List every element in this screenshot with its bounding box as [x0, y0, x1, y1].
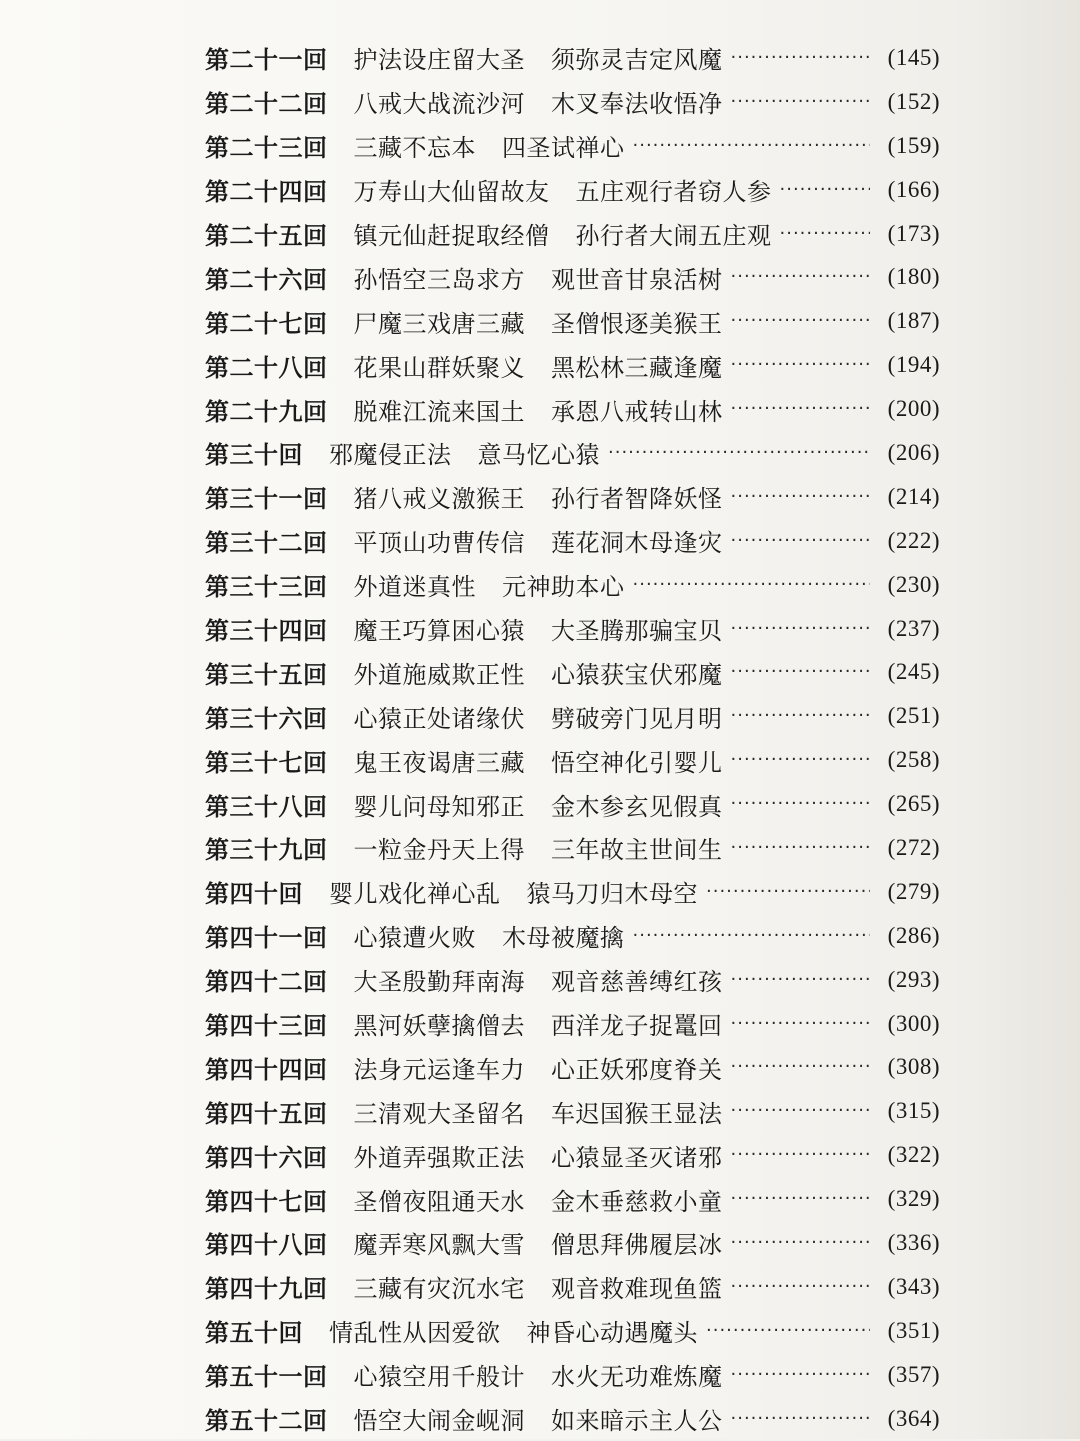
page-number: (258) [887, 747, 940, 773]
chapter-title-first-line: 猪八戒义激猴王 [353, 485, 525, 514]
page-number: (329) [887, 1186, 940, 1212]
dot-leader [780, 224, 871, 244]
toc-entry [205, 1309, 940, 1353]
chapter-number: 第四十七回 [205, 1186, 328, 1216]
toc-entry [205, 782, 940, 826]
dot-leader [608, 443, 870, 463]
dot-leader [731, 1014, 871, 1034]
toc-entry [205, 650, 940, 694]
page-number: (251) [887, 703, 940, 729]
chapter-number: 第三十五回 [205, 659, 328, 689]
toc-entry [205, 36, 940, 80]
chapter-number: 第五十一回 [205, 1362, 328, 1392]
chapter-number: 第四十八回 [205, 1230, 328, 1260]
dot-leader [731, 1189, 871, 1209]
chapter-title-second-line: 如来暗示主人公 [551, 1407, 723, 1436]
chapter-title-first-line: 三藏不忘本 [353, 134, 476, 163]
chapter-title-second-line: 心猿显圣灭诸邪 [551, 1143, 723, 1172]
page-number: (351) [887, 1317, 940, 1343]
dot-leader [731, 1277, 871, 1297]
dot-leader [731, 48, 871, 68]
page-number: (364) [887, 1405, 940, 1431]
chapter-number: 第四十三回 [205, 1011, 328, 1041]
dot-leader [731, 267, 871, 287]
toc-entry [205, 694, 940, 738]
page-number: (222) [887, 527, 940, 553]
chapter-title-first-line: 大圣殷勤拜南海 [353, 968, 525, 997]
toc-entry [205, 124, 940, 168]
chapter-title-first-line: 八戒大战流沙河 [353, 90, 525, 119]
chapter-number: 第三十回 [205, 440, 303, 470]
page-number: (159) [887, 132, 940, 158]
toc-entry [205, 1221, 940, 1265]
chapter-title-second-line: 金木参玄见假真 [551, 792, 723, 821]
chapter-title-first-line: 心猿空用千般计 [353, 1363, 525, 1392]
page-number: (315) [887, 1098, 940, 1124]
dot-leader [731, 1101, 871, 1121]
chapter-number: 第三十三回 [205, 572, 328, 602]
dot-leader [731, 794, 871, 814]
toc-entry [205, 168, 940, 212]
chapter-title-first-line: 心猿遭火败 [353, 924, 476, 953]
chapter-title-second-line: 观世音甘泉活树 [551, 265, 723, 294]
chapter-title-second-line: 意马忆心猿 [477, 441, 600, 470]
chapter-title-second-line: 孙行者大闹五庄观 [575, 222, 772, 250]
dot-leader [731, 706, 871, 726]
page-edge-shadow [970, 0, 1080, 1439]
chapter-title-first-line: 一粒金丹天上得 [353, 836, 525, 865]
chapter-title-second-line: 心猿获宝伏邪魔 [551, 660, 723, 689]
chapter-title-second-line: 元神助本心 [502, 573, 625, 602]
chapter-title-first-line: 魔王巧算困心猿 [353, 617, 525, 646]
page-number: (173) [887, 220, 940, 246]
chapter-title-second-line: 木叉奉法收悟净 [551, 90, 723, 119]
page-number: (279) [887, 878, 940, 904]
page-number: (308) [887, 1054, 940, 1080]
toc-entry [205, 1265, 940, 1309]
page-number: (293) [887, 966, 940, 992]
dot-leader [731, 1145, 871, 1165]
chapter-number: 第二十九回 [205, 396, 328, 426]
toc-entry [205, 1397, 940, 1441]
toc-entry [205, 563, 940, 607]
chapter-title-second-line: 木母被魔擒 [502, 924, 625, 953]
chapter-title-second-line: 心正妖邪度脊关 [551, 1055, 723, 1084]
chapter-number: 第三十六回 [205, 703, 328, 733]
dot-leader [731, 838, 871, 858]
page-number: (265) [887, 791, 940, 817]
chapter-title-second-line: 三年故主世间生 [551, 836, 723, 865]
chapter-number: 第二十二回 [205, 89, 328, 119]
toc-entry [205, 1002, 940, 1046]
chapter-title-second-line: 僧思拜佛履层冰 [551, 1231, 723, 1260]
chapter-number: 第二十七回 [205, 308, 328, 338]
chapter-title-first-line: 孙悟空三岛求方 [353, 265, 525, 294]
chapter-number: 第四十一回 [205, 923, 328, 953]
dot-leader [731, 750, 871, 770]
chapter-title-second-line: 孙行者智降妖怪 [551, 485, 723, 514]
chapter-title-first-line: 万寿山大仙留故友 [353, 178, 550, 207]
chapter-title-second-line: 须弥灵吉定风魔 [551, 46, 723, 75]
page-number: (300) [887, 1010, 940, 1036]
toc-entry [205, 255, 940, 299]
toc-entry [205, 1353, 940, 1397]
chapter-title-first-line: 尸魔三戏唐三藏 [353, 309, 525, 338]
chapter-number: 第三十四回 [205, 616, 328, 646]
chapter-title-second-line: 观音慈善缚红孩 [551, 968, 723, 997]
chapter-number: 第五十二回 [205, 1406, 328, 1436]
page-number: (180) [887, 264, 940, 290]
page-number: (145) [887, 44, 940, 70]
toc-entry [205, 431, 940, 475]
chapter-number: 第二十四回 [205, 177, 328, 207]
page-number: (357) [887, 1361, 940, 1387]
page-number: (194) [887, 352, 940, 378]
toc-entry [205, 958, 940, 1002]
chapter-title-first-line: 平顶山功曹传信 [353, 529, 525, 558]
chapter-title-second-line: 四圣试禅心 [502, 134, 625, 163]
dot-leader [706, 1321, 870, 1341]
chapter-title-first-line: 黑河妖孽擒僧去 [353, 1012, 525, 1041]
page-number: (152) [887, 88, 940, 114]
chapter-number: 第四十九回 [205, 1274, 328, 1304]
dot-leader [731, 355, 871, 375]
chapter-title-first-line: 悟空大闹金岘洞 [353, 1407, 525, 1436]
toc-entry [205, 738, 940, 782]
chapter-title-first-line: 外道迷真性 [353, 573, 476, 602]
chapter-title-second-line: 金木垂慈救小童 [551, 1187, 723, 1216]
toc-entry [205, 826, 940, 870]
page-number: (214) [887, 483, 940, 509]
chapter-number: 第三十九回 [205, 835, 328, 865]
dot-leader [731, 1409, 871, 1429]
chapter-title-first-line: 情乱性从因爱欲 [329, 1319, 501, 1348]
toc-entry [205, 299, 940, 343]
page-number: (343) [887, 1273, 940, 1299]
dot-leader [731, 662, 871, 682]
toc-entry [205, 1045, 940, 1089]
chapter-number: 第三十七回 [205, 747, 328, 777]
chapter-number: 第四十四回 [205, 1054, 328, 1084]
chapter-number: 第五十回 [205, 1318, 303, 1348]
chapter-number: 第三十二回 [205, 528, 328, 558]
toc-entry [205, 519, 940, 563]
page-number: (272) [887, 834, 940, 860]
chapter-number: 第三十一回 [205, 484, 328, 514]
dot-leader [731, 1365, 871, 1385]
table-of-contents [205, 36, 940, 1441]
chapter-title-first-line: 鬼王夜谒唐三藏 [353, 748, 525, 777]
dot-leader [731, 619, 871, 639]
chapter-title-first-line: 外道弄强欺正法 [353, 1143, 525, 1172]
dot-leader [731, 1233, 871, 1253]
toc-entry [205, 1089, 940, 1133]
page-number: (237) [887, 615, 940, 641]
toc-entry [205, 1133, 940, 1177]
chapter-title-first-line: 婴儿问母知邪正 [353, 792, 525, 821]
dot-leader [731, 531, 871, 551]
chapter-title-second-line: 承恩八戒转山林 [551, 397, 723, 426]
chapter-title-first-line: 花果山群妖聚义 [353, 353, 525, 382]
chapter-title-second-line: 神昏心动遇魔头 [526, 1319, 698, 1348]
chapter-title-second-line: 圣僧恨逐美猴王 [551, 309, 723, 338]
chapter-title-second-line: 西洋龙子捉鼍回 [551, 1012, 723, 1041]
chapter-title-first-line: 外道施威欺正性 [353, 660, 525, 689]
dot-leader [633, 136, 871, 156]
chapter-title-first-line: 魔弄寒风飘大雪 [353, 1231, 525, 1260]
dot-leader [706, 882, 870, 902]
chapter-number: 第四十二回 [205, 967, 328, 997]
page-number: (230) [887, 571, 940, 597]
page-number: (245) [887, 659, 940, 685]
chapter-title-first-line: 心猿正处诸缘伏 [353, 704, 525, 733]
chapter-number: 第四十回 [205, 879, 303, 909]
chapter-title-first-line: 三藏有灾沉水宅 [353, 1275, 525, 1304]
dot-leader [731, 487, 871, 507]
toc-entry [205, 475, 940, 519]
page-number: (187) [887, 308, 940, 334]
toc-entry [205, 914, 940, 958]
page-number: (166) [887, 176, 940, 202]
chapter-number: 第二十一回 [205, 45, 328, 75]
page-number: (200) [887, 396, 940, 422]
toc-entry [205, 212, 940, 256]
chapter-title-first-line: 法身元运逢车力 [353, 1055, 525, 1084]
dot-leader [780, 180, 871, 200]
toc-entry [205, 80, 940, 124]
chapter-title-second-line: 观音救难现鱼篮 [551, 1275, 723, 1304]
chapter-number: 第四十六回 [205, 1142, 328, 1172]
toc-entry [205, 1177, 940, 1221]
chapter-title-second-line: 黑松林三藏逢魔 [551, 353, 723, 382]
chapter-title-second-line: 水火无功难炼魔 [551, 1363, 723, 1392]
chapter-title-first-line: 圣僧夜阻通天水 [353, 1187, 525, 1216]
chapter-title-second-line: 车迟国猴王显法 [551, 1099, 723, 1128]
toc-entry [205, 607, 940, 651]
toc-entry [205, 343, 940, 387]
chapter-number: 第二十八回 [205, 352, 328, 382]
chapter-number: 第二十六回 [205, 264, 328, 294]
chapter-title-first-line: 婴儿戏化禅心乱 [329, 880, 501, 909]
page-number: (322) [887, 1142, 940, 1168]
chapter-title-second-line: 大圣腾那骗宝贝 [551, 617, 723, 646]
chapter-title-second-line: 劈破旁门见月明 [551, 704, 723, 733]
page-number: (286) [887, 922, 940, 948]
toc-entry [205, 387, 940, 431]
chapter-title-first-line: 邪魔侵正法 [329, 441, 452, 470]
chapter-title-first-line: 三清观大圣留名 [353, 1099, 525, 1128]
chapter-number: 第三十八回 [205, 791, 328, 821]
dot-leader [633, 926, 871, 946]
chapter-title-first-line: 镇元仙赶捉取经僧 [353, 222, 550, 250]
chapter-number: 第四十五回 [205, 1098, 328, 1128]
page-number: (336) [887, 1229, 940, 1255]
chapter-number: 第二十五回 [205, 221, 328, 250]
dot-leader [633, 575, 871, 595]
chapter-title-second-line: 猿马刀归木母空 [526, 880, 698, 909]
chapter-title-first-line: 脱难江流来国土 [353, 397, 525, 426]
chapter-title-first-line: 护法设庄留大圣 [353, 46, 525, 75]
dot-leader [731, 92, 871, 112]
chapter-title-second-line: 莲花洞木母逢灾 [551, 529, 723, 558]
dot-leader [731, 970, 871, 990]
chapter-number: 第二十三回 [205, 133, 328, 163]
page-number: (206) [887, 439, 940, 465]
chapter-title-second-line: 五庄观行者窃人参 [575, 178, 772, 207]
dot-leader [731, 399, 871, 419]
chapter-title-second-line: 悟空神化引婴儿 [551, 748, 723, 777]
toc-entry [205, 870, 940, 914]
dot-leader [731, 311, 871, 331]
dot-leader [731, 1057, 871, 1077]
